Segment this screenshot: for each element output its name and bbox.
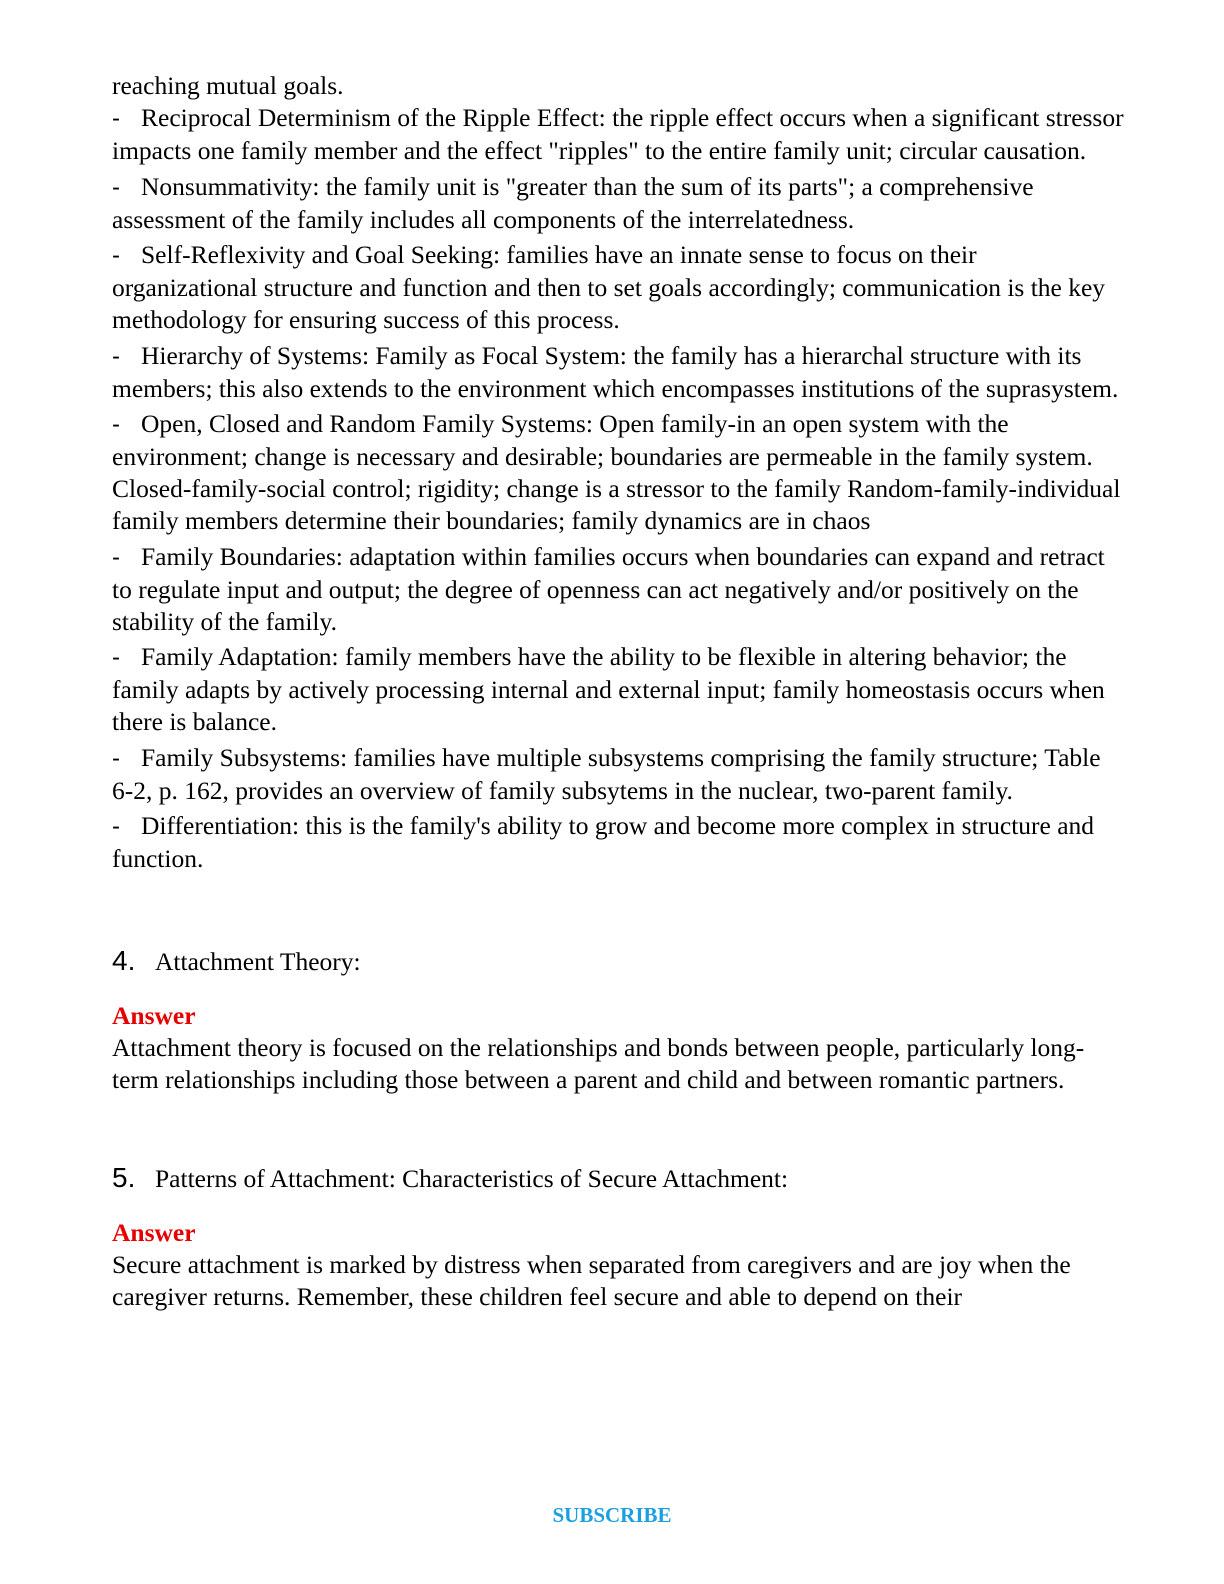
question-block (112, 1162, 1124, 1313)
bullet-text: Family Subsystems: families have multiple subsystems comprising the family structure; Table 6-2, p. 162, provides an overview of family subsytems in the nuclear, two-parent family. (112, 742, 1101, 805)
list-item (112, 541, 1124, 638)
answer-label: Answer (112, 1217, 196, 1247)
dash-marker: - (112, 173, 120, 201)
question-number: 4. (112, 944, 136, 976)
subscribe-link[interactable]: SUBSCRIBE (552, 1503, 672, 1527)
bullet-text: Differentiation: this is the family's ability to grow and become more complex in structure and function. (112, 811, 1095, 873)
bullet-text: Self-Reflexivity and Goal Seeking: families have an innate sense to focus on their organizational structure and function and then to set goals accordingly; communication is the key methodology for ensuring success of this process. (112, 240, 1106, 334)
question-title: Attachment Theory: (155, 946, 361, 976)
list-item (112, 171, 1124, 236)
bullet-text: Family Adaptation: family members have the ability to be flexible in altering behavior; the family adapts by actively processing internal and external input; family homeostasis occurs when there is balance. (112, 642, 1105, 736)
list-item (112, 102, 1124, 167)
answer-text: Attachment theory is focused on the relationships and bonds between people, particularly long-term relationships including those between a parent and child and between romantic partners. (112, 1032, 1085, 1094)
question-heading (112, 945, 1124, 978)
dash-marker: - (112, 342, 120, 370)
list-item (112, 239, 1124, 336)
list-item (112, 641, 1124, 738)
question-heading (112, 1162, 1124, 1195)
bullet-list (112, 102, 1124, 875)
list-item (112, 810, 1124, 875)
list-item (112, 742, 1124, 807)
list-item (112, 340, 1124, 405)
document-page (112, 70, 1124, 1313)
bullet-text: Nonsummativity: the family unit is "greater than the sum of its parts"; a comprehensive assessment of the family includes all components of the interrelatedness. (112, 171, 1034, 234)
question-block (112, 945, 1124, 1096)
bullet-text: Open, Closed and Random Family Systems: Open family-in an open system with the environment; change is necessary and desirable; boundaries are permeable in the family system. Closed-family-social control; rigidity; change is a stressor to the family Random-family-individual family members determine their boundaries; family dynamics are in chaos (112, 409, 1121, 535)
answer-text: Secure attachment is marked by distress when separated from caregivers and are joy when the caregiver returns. Remember, these children feel secure and able to depend on their (112, 1249, 1071, 1311)
bullet-text: Reciprocal Determinism of the Ripple Effect: the ripple effect occurs when a significant stressor impacts one family member and the effect "ripples" to the entire family unit; circular causation. (112, 103, 1124, 165)
bullet-text: Family Boundaries: adaptation within families occurs when boundaries can expand and retract to regulate input and output; the degree of openness can act negatively and/or positively on the stability of the family. (112, 541, 1105, 636)
dash-marker: - (112, 744, 120, 772)
dash-marker: - (112, 813, 120, 840)
bullet-text: Hierarchy of Systems: Family as Focal System: the family has a hierarchal structure with its members; this also extends to the environment which encompasses institutions of the suprasystem. (112, 340, 1119, 403)
dash-marker: - (112, 543, 120, 571)
question-title: Patterns of Attachment: Characteristics of Secure Attachment: (155, 1163, 789, 1193)
dash-marker: - (112, 644, 120, 671)
intro-line: reaching mutual goals. (112, 71, 344, 100)
dash-marker: - (112, 105, 120, 132)
dash-marker: - (112, 411, 120, 438)
list-item (112, 408, 1124, 537)
question-number: 5. (112, 1161, 136, 1193)
answer-label: Answer (112, 1000, 196, 1030)
dash-marker: - (112, 242, 120, 269)
